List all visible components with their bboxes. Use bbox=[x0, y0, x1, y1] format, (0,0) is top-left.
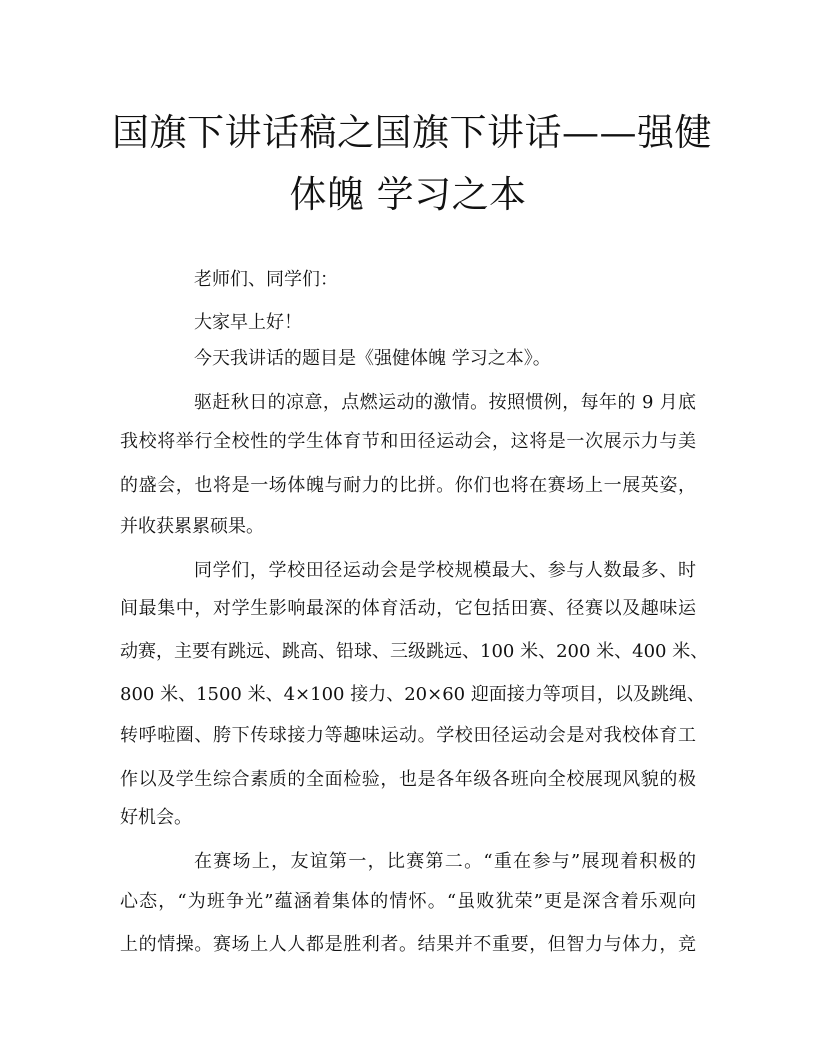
para3-line: 在赛场上，友谊第一，比赛第二。“重在参与”展现着积极的 bbox=[194, 851, 696, 872]
para1-line: 驱赶秋日的凉意，点燃运动的激情。按照惯例，每年的 9 月底 bbox=[194, 392, 696, 413]
hello-line: 大家早上好！ bbox=[194, 312, 302, 333]
document-title-line-1: 国旗下讲话稿之国旗下讲话——强健 bbox=[112, 111, 712, 154]
greeting-line: 老师们、同学们： bbox=[194, 269, 338, 290]
para2-line: 同学们，学校田径运动会是学校规模最大、参与人数最多、时 bbox=[194, 560, 696, 581]
para2-line: 间最集中，对学生影响最深的体育活动，它包括田赛、径赛以及趣味运 bbox=[120, 598, 696, 619]
para2-line: 动赛，主要有跳远、跳高、铅球、三级跳远、100 米、200 米、400 米、 bbox=[120, 641, 709, 662]
para2-line: 800 米、1500 米、4×100 接力、20×60 迎面接力等项目，以及跳绳、 bbox=[120, 684, 705, 705]
document-title-line-2: 体魄 学习之本 bbox=[289, 173, 527, 216]
para3-line: 上的情操。赛场上人人都是胜利者。结果并不重要，但智力与体力，竞 bbox=[120, 934, 696, 955]
para1-line: 我校将举行全校性的学生体育节和田径运动会，这将是一次展示力与美 bbox=[120, 431, 696, 452]
para1-line: 的盛会，也将是一场体魄与耐力的比拼。你们也将在赛场上一展英姿， bbox=[120, 475, 696, 496]
para2-line: 转呼啦圈、胯下传球接力等趣味运动。学校田径运动会是对我校体育工 bbox=[120, 725, 696, 746]
topic-line: 今天我讲话的题目是《强健体魄 学习之本》。 bbox=[194, 348, 551, 369]
para3-line: 心态，“为班争光”蕴涵着集体的情怀。“虽败犹荣”更是深含着乐观向 bbox=[120, 891, 696, 912]
para2-line: 作以及学生综合素质的全面检验，也是各年级各班向全校展现风貌的极 bbox=[120, 769, 696, 790]
para2-line: 好机会。 bbox=[120, 807, 192, 828]
para1-line: 并收获累累硕果。 bbox=[120, 516, 264, 537]
